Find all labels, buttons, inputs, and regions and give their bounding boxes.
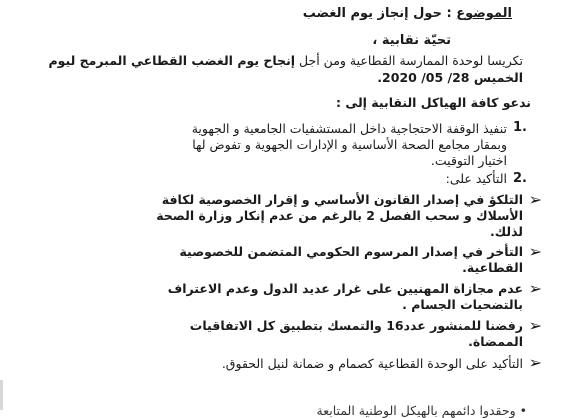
bullet-line: التلكؤ في إصدار القانون الأساسي و إقرار الخصوصية لكافة: [161, 192, 523, 207]
scan-edge-shadow: [0, 380, 3, 410]
intro-text: تكريسا لوحدة الممارسة القطاعية ومن أجل: [295, 53, 523, 68]
item-number: 2.: [513, 171, 527, 186]
intro-line-2: الخميس 28/ 05/ 2020.: [377, 70, 523, 85]
bullet-arrow-icon: ➢: [528, 316, 542, 335]
bullet-line: عدم مجازاة المهنيين على غرار عديد الدول وعدم الاعتراف: [167, 281, 523, 296]
bullet-line: القطاعية.: [462, 260, 523, 275]
item-1-line: وبمقار مجامع الصحة الأساسية و الإدارات الجهوية و تفوض لها: [192, 137, 507, 152]
intro-paragraph: [0, 52, 523, 86]
intro-emphasis: إنجاح يوم الغضب القطاعي المبرمج ليوم: [48, 53, 296, 68]
bullet-text: [190, 318, 523, 350]
bullet-arrow-icon: ➢: [528, 279, 542, 298]
subject-key: الموضوع: [456, 6, 512, 21]
cut-off-line: • وحقدوا دائمهم بالهيكل الوطنية المتابعة: [316, 403, 527, 418]
bullet-line: التأخر في إصدار المرسوم الحكومي المتضمن للخصوصية: [179, 244, 523, 259]
subject-text: : حول إنجاز يوم الغضب: [302, 6, 457, 21]
bullet-arrow-icon: ➢: [528, 353, 542, 372]
bullet-line: التأكيد على الوحدة القطاعية كصمام و ضمانة لنيل الحقوق.: [221, 356, 523, 371]
call-heading: ندعو كافة الهياكل النقابية إلى :: [335, 95, 531, 110]
subject-line: [0, 6, 512, 21]
bullet-text: [222, 356, 523, 372]
bullet-arrow-icon: ➢: [528, 242, 542, 261]
bullet-line: الأسلاك و سحب الفصل 2 بالرغم من عدم إنكار وزارة الصحة: [156, 208, 523, 223]
bullet-arrow-icon: ➢: [528, 190, 542, 209]
bullet-line: الممضاة.: [468, 334, 523, 349]
greeting: تحيّة نقابية ،: [372, 33, 451, 48]
bullet-text: [156, 192, 523, 240]
bullet-text: [168, 281, 523, 313]
item-2-text: التأكيد على:: [445, 171, 507, 186]
bullet-line: بالتضحيات الجسام .: [402, 297, 523, 312]
bullet-line: لذلك.: [490, 224, 523, 239]
item-1-line: تنفيذ الوقفة الاحتجاجية داخل المستشفيات الجامعية و الجهوية: [191, 121, 507, 136]
intro-line-1: [0, 52, 523, 69]
item-1-line: اختيار التوقيت.: [430, 153, 507, 168]
bullet-line: رفضنا للمنشور عدد16 والتمسك بتطبيق كل الاتفاقيات: [189, 318, 523, 333]
item-1-text: [192, 121, 507, 169]
bullet-text: [179, 244, 523, 276]
item-number: 1.: [513, 120, 527, 135]
